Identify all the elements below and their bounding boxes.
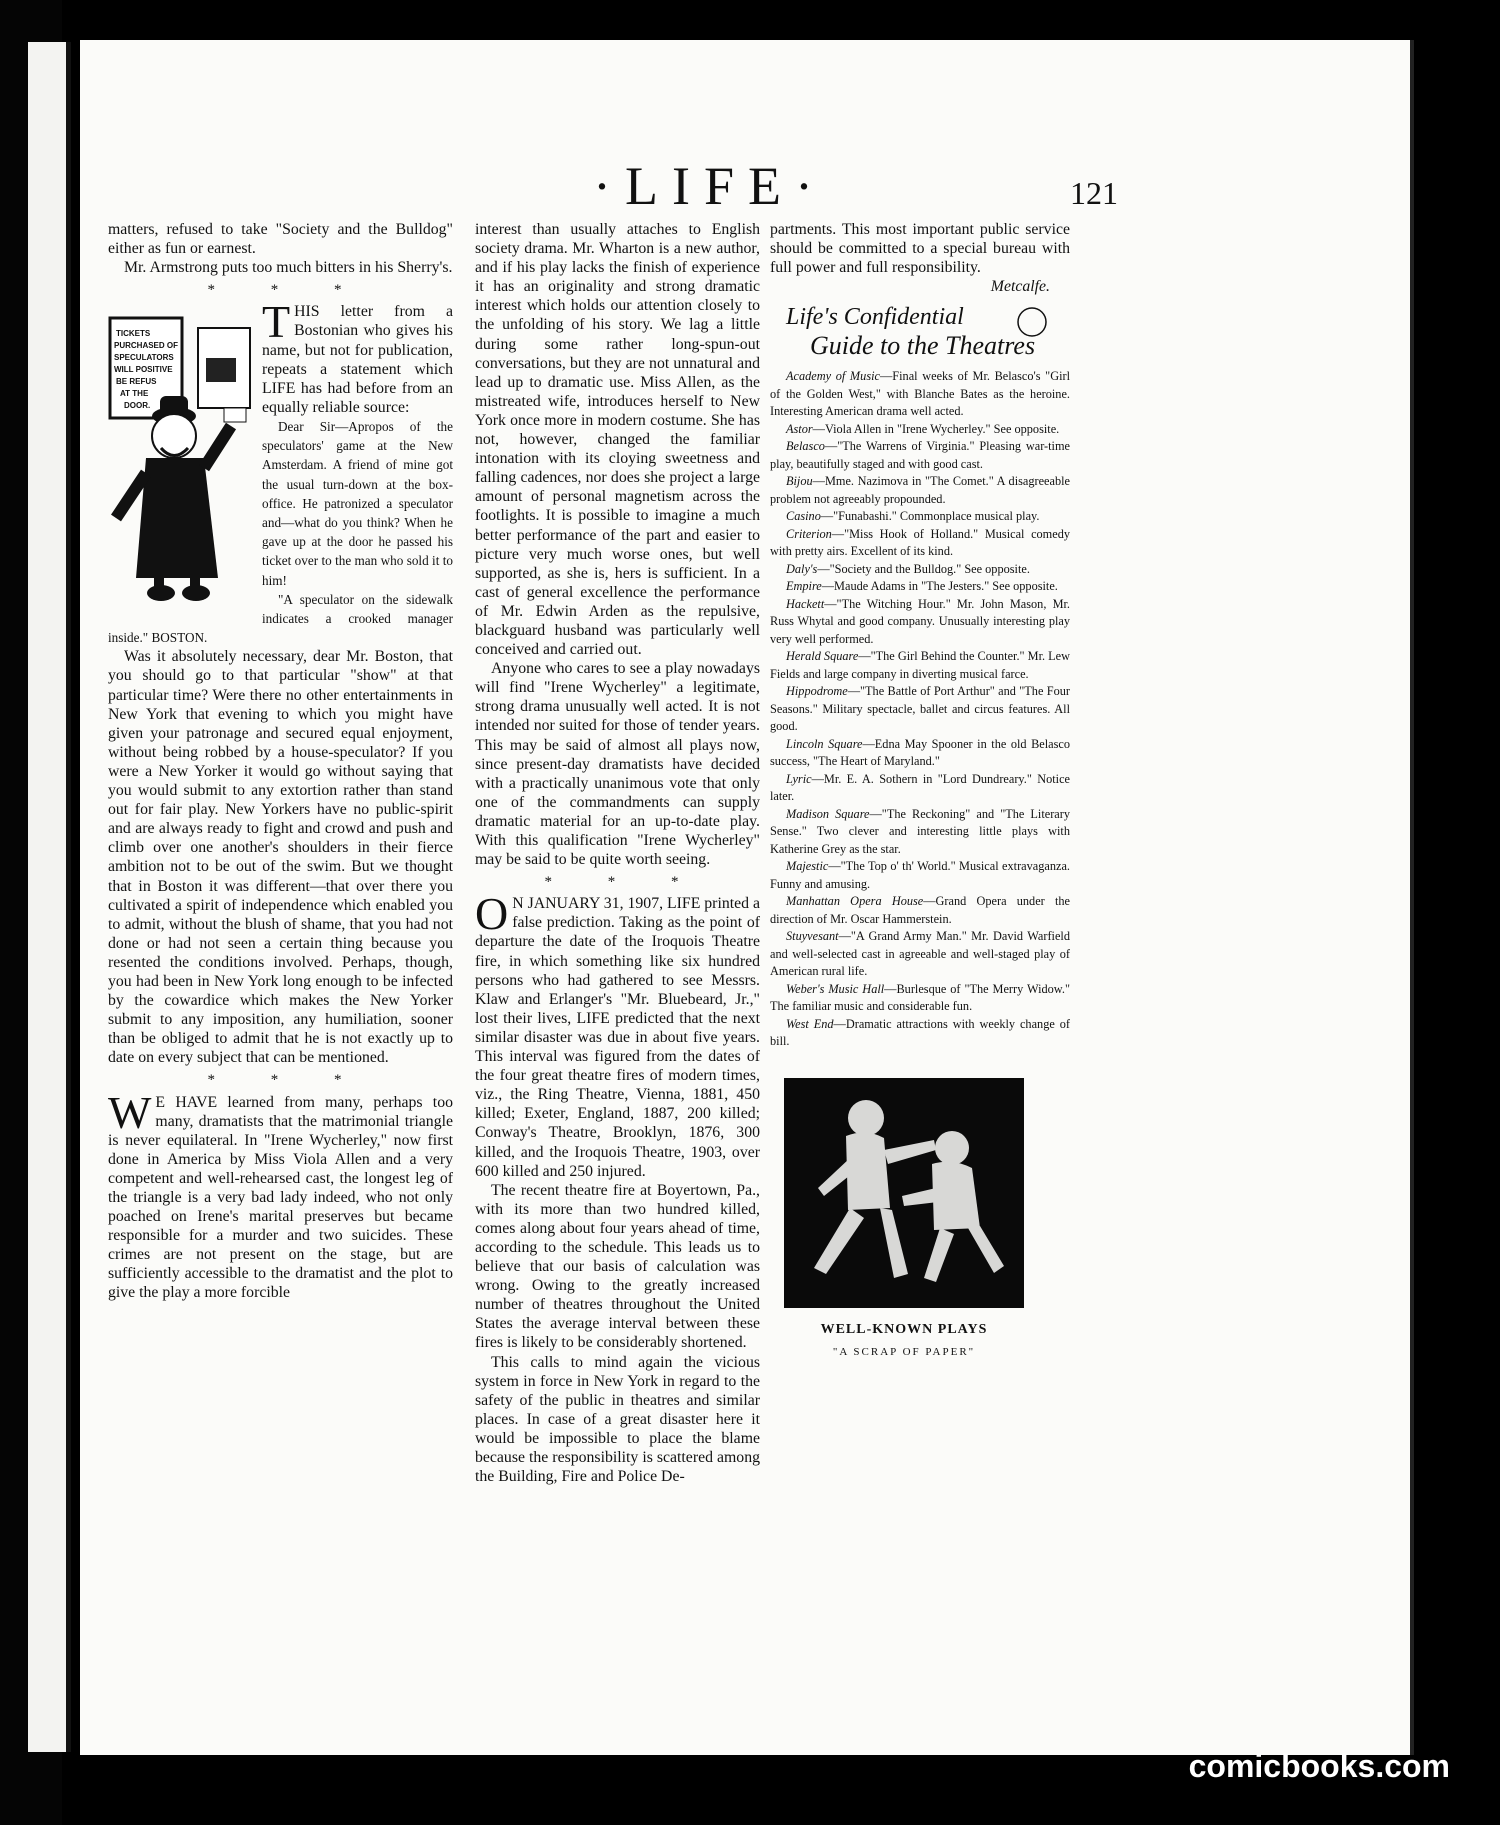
- guide-entry: [770, 561, 1070, 579]
- guide-entry: [770, 981, 1070, 1016]
- paragraph: Was it absolutely necessary, dear Mr. Boston, that you should go to that particular "show" at that particular time? Were there no other entertainments in New York that evening to which you might have given your patronage and secured equal enjoyment, without being robbed by a house-speculator? If you were a New Yorker it would go without saying that you would submit to any extortion rather than stand out for fair play. New Yorkers have no public-spirit and are always ready to fight and crowd and push and climb over one another's shoulders in their fierce ambition not to be out of the swim. But we thought that in Boston it was different—that over there you cultivated a spirit of independence which enabled you to admit, without the blush of shame, that you had not done or had not seen a certain thing because you resented the conditions involved. Perhaps, though, you had been in New York long enough to be infected by the cowardice which makes the New Yorker submit to any imposition, any humiliation, sooner than be obliged to admit that he is not exactly up to date on every subject that can be mentioned.: [108, 648, 453, 1067]
- letter-quote: "A speculator on the sidewalk indicates a crooked manager inside.": [108, 591, 453, 646]
- guide-entry-text: —Edna May Spooner in the old Belasco success, "The Heart of Maryland.": [770, 736, 1071, 769]
- paragraph: partments. This most important public service should be committed to a special bureau with full power and full responsibility.: [770, 221, 1070, 277]
- paragraph: Anyone who cares to see a play nowadays will find "Irene Wycherley" a legitimate, strong drama unusually well acted. It is not intended nor suited for those of tender years. This may be said of almost all plays now, since present-day dramatists have decided with a practically unanimous vote that only one of the commandments can supply dramatic material for an up-to-date play. With this qualification "Irene Wycherley" may be said to be quite worth seeing.: [475, 660, 760, 869]
- column-1: [108, 220, 453, 1303]
- guide-theatre-name: Madison Square: [786, 806, 870, 821]
- paragraph: N JANUARY 31, 1907, LIFE printed a false prediction. Taking as the point of departure the date of the Iroquois Theatre fire, in which something like six hundred persons who had gathered to see Messrs. Klaw and Erlanger's "Mr. Bluebeard, Jr.," lost their lives, LIFE predicted that the next similar disaster was due in about five years. This interval was figured from the dates of the four great theatre fires of modern times, viz., the Ring Theatre, Vienna, 1881, 450 killed; Exeter, England, 1887, 200 killed; Conway's Theatre, Brooklyn, 1876, 300 killed, and the Iroquois Theatre, 1903, over 600 killed and 250 injured.: [475, 895, 760, 1180]
- guide-entry-text: —Final weeks of Mr. Belasco's "Girl of the Golden West," with Blanche Bates as the heroine. Interesting American drama well acted.: [770, 369, 1071, 419]
- drop-cap: O: [475, 888, 509, 940]
- guide-entry: [770, 368, 1070, 421]
- paragraph: The recent theatre fire at Boyertown, Pa., with its more than two hundred killed, comes along about four years ahead of time, according to the schedule. This leads us to believe that our basis of calculation was wrong. Owing to the greatly increased number of theatres throughout the United States the average interval between these fires is likely to be considerably shortened.: [475, 1181, 760, 1352]
- section-break: * * *: [207, 1072, 368, 1089]
- cartoon-sign-text: TICKETS PURCHASED OF SPECULATORS WILL POSITIVE BE REFUS AT THE DOOR.: [114, 329, 179, 411]
- drop-cap: W: [108, 1086, 152, 1138]
- section-break: * * *: [207, 282, 368, 299]
- guide-entry: [770, 928, 1070, 981]
- guide-entry-text: —"The Witching Hour." Mr. John Mason, Mr. Russ Whytal and good company. Unusually interesting play very well performed.: [770, 596, 1070, 646]
- guide-theatre-name: Herald Square: [786, 649, 859, 664]
- theatre-guide-list: [770, 368, 1070, 1051]
- guide-entry-text: —Maude Adams in "The Jesters." See opposite.: [821, 579, 1058, 594]
- column-2: [475, 220, 760, 1486]
- guide-theatre-name: West End: [786, 1016, 834, 1031]
- guide-entry: [770, 1016, 1070, 1051]
- guide-entry-text: —"The Reckoning" and "The Literary Sense." Two clever and interesting little plays with Katherine Grey as the star.: [770, 806, 1070, 856]
- paragraph: E HAVE learned from many, perhaps too many, dramatists that the matrimonial triangle is never equilateral. In "Irene Wycherley," now first done in America by Miss Viola Allen and a very competent and well-rehearsed cast, the longest leg of the triangle is a very bad lady indeed, who not only poached on Irene's marital preserves but became responsible for a murder and two suicides. These crimes are not present on the stage, but are sufficiently accessible to the dramatist and the plot to give the play a more forcible: [108, 1093, 453, 1302]
- guide-entry-text: —Grand Opera under the direction of Mr. Oscar Hammerstein.: [770, 894, 1070, 926]
- guide-entry: [770, 736, 1070, 771]
- guide-entry: [770, 893, 1070, 928]
- guide-theatre-name: Casino: [786, 509, 821, 524]
- paragraph: This calls to mind again the vicious system in force in New York in regard to the safety of the public in theatres and similar places. In case of a great disaster here it would be impossible to place the blame because the responsibility is scattered among the Building, Fire and Police De-: [475, 1353, 760, 1486]
- guide-entry-text: —Dramatic attractions with weekly change of bill.: [770, 1016, 1070, 1049]
- scrap-of-paper-illustration: [784, 1078, 1024, 1308]
- paragraph: HIS letter from a Bostonian who gives his name, but not for publication, repeats a statement which LIFE has had before from an equally reliable source:: [262, 303, 453, 416]
- guide-entry-text: —"Funabashi." Commonplace musical play.: [820, 509, 1040, 524]
- watermark: comicbooks.com: [1188, 1748, 1450, 1784]
- letter-body: Dear Sir—Apropos of the speculators' game at the New Amsterdam. A friend of mine got the usual turn-down at the box-office. He patronized a speculator and—what do you think? When he gave up at the door he passed his ticket over to the man who sold it to him!: [262, 418, 453, 588]
- guide-theatre-name: Astor: [786, 421, 813, 436]
- guide-entry-text: —"Miss Hook of Holland." Musical comedy with pretty airs. Excellent of its kind.: [770, 526, 1070, 559]
- author-signature: Metcalfe.: [990, 278, 1050, 296]
- guide-entry: [770, 578, 1070, 596]
- guide-theatre-name: Stuyvesant: [786, 929, 839, 944]
- guide-title-line2: Guide to the Theatres: [810, 331, 1036, 361]
- guide-entry: [770, 421, 1070, 439]
- guide-entry-text: —Mme. Nazimova in "The Comet." A disagreeable problem not agreeably propounded.: [770, 474, 1070, 506]
- guide-entry: [770, 648, 1070, 683]
- letter-signature: BOSTON.: [151, 630, 208, 646]
- guide-entry-text: —Burlesque of "The Merry Widow." The familiar music and considerable fun.: [770, 981, 1070, 1014]
- guide-theatre-name: Weber's Music Hall: [786, 981, 885, 996]
- guide-entry-text: —Mr. E. A. Sothern in "Lord Dundreary." Notice later.: [770, 771, 1070, 804]
- guide-entry: [770, 438, 1070, 473]
- guide-entry-text: —"The Top o' th' World." Musical extravaganza. Funny and amusing.: [770, 859, 1070, 891]
- column-3: [770, 220, 1070, 1051]
- guide-theatre-name: Bijou: [786, 474, 813, 489]
- paragraph: matters, refused to take "Society and the Bulldog" either as fun or earnest.: [108, 221, 453, 258]
- guide-theatre-name: Lyric: [786, 771, 812, 786]
- guide-entry: [770, 596, 1070, 649]
- facing-page-edge: [28, 42, 71, 1752]
- illustration-title: WELL-KNOWN PLAYS: [820, 1322, 988, 1337]
- guide-entry: [770, 683, 1070, 736]
- section-break: * * *: [544, 874, 705, 891]
- guide-theatre-name: Majestic: [786, 859, 829, 874]
- theatre-guide-heading: [780, 300, 1050, 362]
- guide-theatre-name: Empire: [786, 579, 822, 594]
- guide-entry-text: —"Society and the Bulldog." See opposite.: [817, 561, 1030, 576]
- guide-theatre-name: Lincoln Square: [786, 736, 863, 751]
- guide-theatre-name: Manhattan Opera House: [786, 894, 924, 909]
- guide-theatre-name: Hackett: [786, 596, 825, 611]
- illustration-subtitle: "A SCRAP OF PAPER": [832, 1346, 976, 1358]
- guide-entry: [770, 806, 1070, 859]
- guide-entry-text: —"The Warrens of Virginia." Pleasing war-time play, beautifully staged and with good cast.: [770, 439, 1070, 471]
- drop-cap: T: [262, 296, 291, 348]
- guide-entry: [770, 526, 1070, 561]
- guide-theatre-name: Daly's: [786, 561, 818, 576]
- paragraph: interest than usually attaches to English society drama. Mr. Wharton is a new author, and if his play lacks the finish of experience it has an originality and strong dramatic interest which holds our attention closely to the unfolding of his story. We lag a little during some rather long-spun-out conversations, but they are not unnatural and lead up to dramatic use. Miss Allen, as the mistreated wife, introduces herself to New York once more in modern costume. She has not, however, changed the familiar intonation with its cloying sweetness and falling cadences, nor does she project a large amount of personal magnetism across the footlights. It is possible to imagine a much better performance of the part and easier to picture very much worse ones, but well supported, as she is, hers is sufficient. In a cast of general excellence the performance of Mr. Edwin Arden as the repulsive, blackguard husband was particularly well conceived and carried out.: [475, 221, 760, 659]
- guide-entry-text: —"A Grand Army Man." Mr. David Warfield and well-selected cast in agreeable and well-staged play of American rural life.: [770, 929, 1070, 979]
- guide-entry: [770, 508, 1070, 526]
- guide-theatre-name: Academy of Music: [786, 369, 880, 384]
- paragraph: Mr. Armstrong puts too much bitters in his Sherry's.: [124, 259, 453, 277]
- guide-entry: [770, 771, 1070, 806]
- guide-entry-text: —"The Battle of Port Arthur" and "The Four Seasons." Military spectacle, ballet and circus features. All good.: [770, 684, 1070, 734]
- page-number: 121: [1070, 175, 1118, 211]
- masthead: ·LIFE·: [593, 156, 827, 216]
- guide-theatre-name: Belasco: [786, 439, 825, 454]
- speculator-cartoon: [106, 308, 256, 618]
- guide-title-line1: Life's Confidential: [786, 304, 964, 331]
- guide-entry-text: —Viola Allen in "Irene Wycherley." See opposite.: [812, 421, 1060, 436]
- guide-entry-text: —"The Girl Behind the Counter." Mr. Lew Fields and large company in diverting musical farce.: [770, 649, 1071, 681]
- guide-theatre-name: Criterion: [786, 526, 832, 541]
- guide-entry: [770, 858, 1070, 893]
- guide-theatre-name: Hippodrome: [786, 684, 848, 699]
- guide-entry: [770, 473, 1070, 508]
